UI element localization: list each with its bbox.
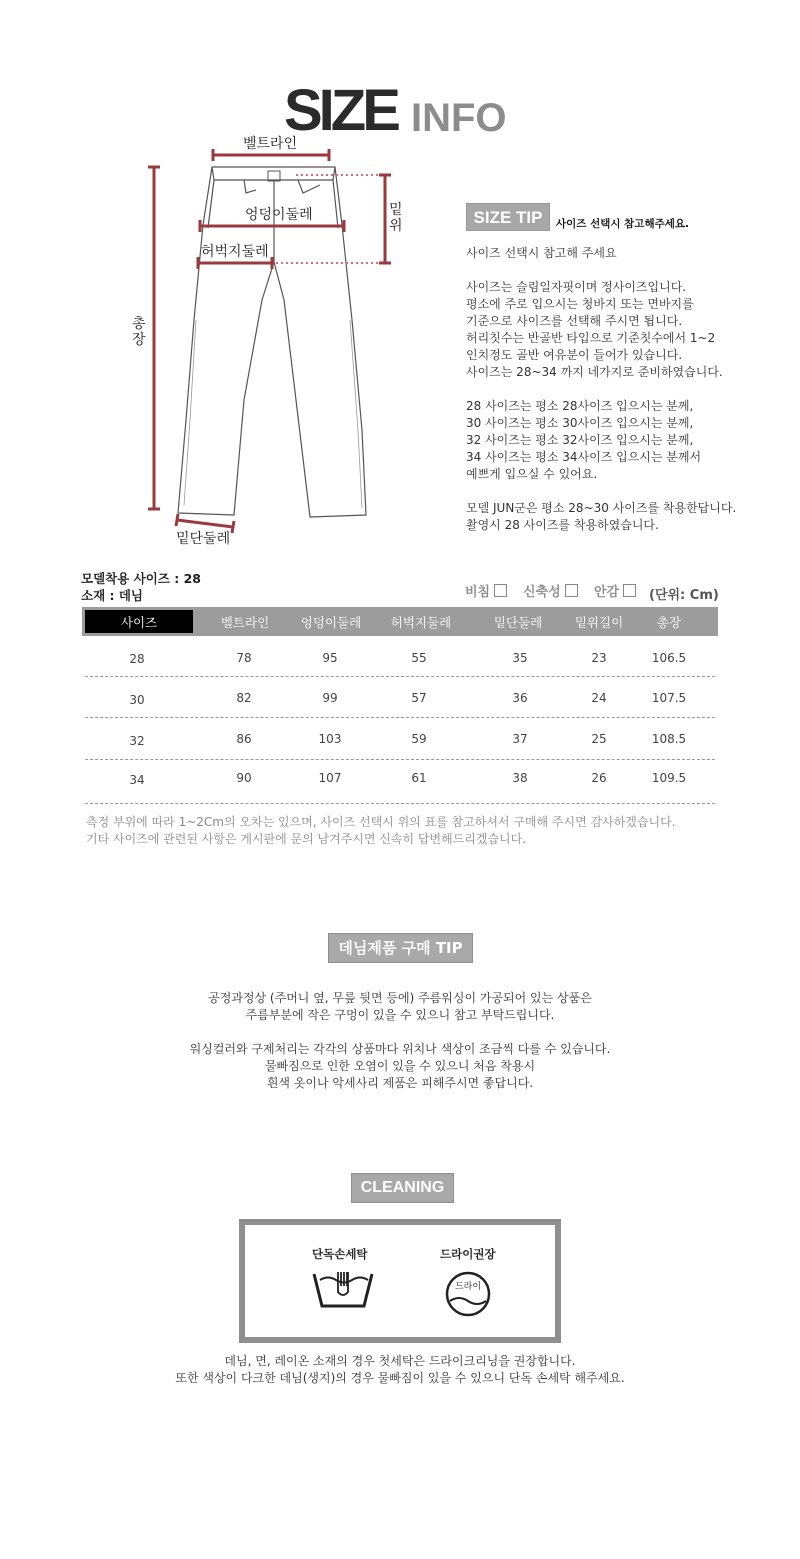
denim-tip-line: 공정과정상 (주머니 옆, 무릎 뒷면 등에) 주름워싱이 가공되어 있는 상품은 — [208, 991, 592, 1005]
denim-tip-line: 흰색 옷이나 악세사리 제품은 피해주시면 좋답니다. — [266, 1076, 534, 1090]
header-hem: 밑단둘레 — [493, 615, 543, 630]
rise-label-2: 위 — [389, 218, 403, 234]
header-belt: 벨트라인 — [220, 615, 270, 630]
size-tip-subtitle: 사이즈 선택시 참고해주세요. — [556, 218, 690, 230]
cell: 103 — [318, 732, 342, 746]
cell: 30 — [129, 693, 145, 707]
legend-lining-label: 안감 — [594, 585, 620, 600]
title-size-text: SIZE — [284, 78, 397, 143]
legend-see-through-label: 비침 — [465, 585, 491, 600]
length-arrow — [148, 167, 160, 509]
size-tip-line: 30 사이즈는 평소 30사이즈 입으시는 분께, — [466, 416, 694, 430]
cell: 109.5 — [651, 771, 687, 785]
hem-label: 밑단둘레 — [176, 531, 231, 547]
denim-tip-line: 주름부분에 작은 구멍이 있을 수 있으니 참고 부탁드립니다. — [245, 1008, 555, 1022]
title-info-text: INFO — [411, 96, 507, 140]
denim-tip-line: 물빠짐으로 인한 오염이 있을 수 있으니 처음 착용시 — [264, 1059, 536, 1073]
size-table-header — [82, 607, 718, 636]
row-divider — [85, 676, 715, 677]
cell: 61 — [411, 771, 427, 785]
size-tip-line: 28 사이즈는 평소 28사이즈 입으시는 분께, — [466, 399, 694, 413]
cleaning-line: 데님, 면, 레이온 소재의 경우 첫세탁은 드라이크리닝을 권장합니다. — [224, 1354, 576, 1368]
cleaning-badge: CLEANING — [351, 1173, 454, 1203]
cell: 38 — [512, 771, 528, 785]
cell: 37 — [512, 732, 528, 746]
cleaning-line: 또한 색상이 다크한 데님(생지)의 경우 물빠짐이 있을 수 있으니 단독 손세탁 해주세요. — [175, 1371, 625, 1385]
length-label-1: 총 — [132, 316, 146, 332]
cell: 90 — [236, 771, 252, 785]
stretch-checkbox[interactable] — [565, 584, 578, 597]
model-size-text: 모델착용 사이즈 : 28 — [81, 571, 201, 586]
cell: 107.5 — [651, 691, 687, 705]
header-rise: 밑위길이 — [574, 615, 624, 630]
cell: 25 — [591, 732, 607, 746]
thigh-label: 허벅지둘레 — [201, 244, 269, 260]
cell: 108.5 — [651, 732, 687, 746]
hand-wash-icon — [310, 1268, 376, 1316]
measurement-note: 측정 부위에 따라 1~2Cm의 오차는 있으며, 사이즈 선택시 위의 표를 참고하셔서 구매해 주시면 감사하겠습니다. — [86, 815, 676, 829]
lining-checkbox[interactable] — [623, 584, 636, 597]
cell: 99 — [322, 691, 338, 705]
unit-text: (단위: Cm) — [649, 588, 719, 603]
size-tip-line: 사이즈 선택시 참고해 주세요 — [466, 246, 617, 260]
hand-wash-label: 단독손세탁 — [312, 1247, 368, 1261]
cell: 36 — [512, 691, 528, 705]
legend-lining — [594, 584, 636, 601]
size-tip-line: 모델 JUN군은 평소 28~30 사이즈를 착용한답니다. — [466, 501, 737, 515]
cell: 106.5 — [651, 651, 687, 665]
row-divider — [85, 717, 715, 718]
header-size: 사이즈 — [120, 615, 158, 630]
dry-clean-label: 드라이권장 — [440, 1247, 496, 1261]
cell: 78 — [236, 651, 252, 665]
size-tip-line: 촬영시 28 사이즈를 착용하였습니다. — [466, 518, 659, 532]
dry-clean-icon — [443, 1271, 493, 1317]
header-length: 총장 — [656, 615, 682, 630]
cell: 57 — [411, 691, 427, 705]
size-tip-line: 허리칫수는 반골반 타입으로 기준칫수에서 1~2 — [466, 331, 716, 345]
cell: 82 — [236, 691, 252, 705]
cell: 34 — [129, 773, 145, 787]
row-divider — [85, 759, 715, 760]
dry-icon-text: 드라이 — [454, 1282, 482, 1292]
size-tip-line: 사이즈는 슬림일자핏이며 정사이즈입니다. — [466, 280, 687, 294]
cell: 59 — [411, 732, 427, 746]
material-text: 소재 : 데님 — [81, 588, 144, 603]
inquiry-note: 기타 사이즈에 관련된 사항은 게시판에 문의 남겨주시면 신속히 답변해드리겠습니다. — [86, 832, 527, 846]
size-tip-line: 예쁘게 입으실 수 있어요. — [466, 467, 598, 481]
legend-see-through — [465, 584, 507, 601]
cell: 23 — [591, 651, 607, 665]
belt-line-label: 벨트라인 — [243, 136, 298, 152]
header-thigh: 허벅지둘레 — [390, 615, 452, 630]
cell: 55 — [411, 651, 427, 665]
legend-stretch — [523, 584, 578, 601]
size-tip-line: 기준으로 사이즈를 선택해 주시면 됩니다. — [466, 314, 683, 328]
legend-stretch-label: 신축성 — [523, 585, 561, 600]
size-tip-line: 34 사이즈는 평소 34사이즈 입으시는 분께서 — [466, 450, 702, 464]
cell: 24 — [591, 691, 607, 705]
cell: 107 — [318, 771, 342, 785]
size-tip-line: 사이즈는 28~34 까지 네가지로 준비하였습니다. — [466, 365, 723, 379]
cell: 95 — [322, 651, 338, 665]
header-hip: 엉덩이둘레 — [300, 615, 362, 630]
see-through-checkbox[interactable] — [494, 584, 507, 597]
cell: 35 — [512, 651, 528, 665]
cell: 26 — [591, 771, 607, 785]
rise-label-1: 밑 — [389, 202, 403, 218]
size-tip-badge: SIZE TIP — [466, 203, 550, 231]
cell: 32 — [129, 734, 145, 748]
denim-tip-badge: 데님제품 구매 TIP — [328, 933, 473, 963]
size-tip-line: 인치정도 골반 여유분이 들어가 있습니다. — [466, 348, 683, 362]
size-tip-line: 32 사이즈는 평소 32사이즈 입으시는 분께, — [466, 433, 694, 447]
cleaning-icons-box — [239, 1219, 561, 1343]
length-label-2: 장 — [132, 332, 146, 348]
hip-label: 엉덩이둘레 — [245, 207, 313, 223]
row-divider — [85, 803, 715, 804]
cell: 86 — [236, 732, 252, 746]
cell: 28 — [129, 652, 145, 666]
denim-tip-line: 워싱컬러와 구제처리는 각각의 상품마다 위치나 색상이 조금씩 다를 수 있습니다. — [189, 1042, 611, 1056]
pants-diagram — [0, 0, 460, 560]
size-tip-line: 평소에 주로 입으시는 청바지 또는 면바지를 — [466, 297, 694, 311]
